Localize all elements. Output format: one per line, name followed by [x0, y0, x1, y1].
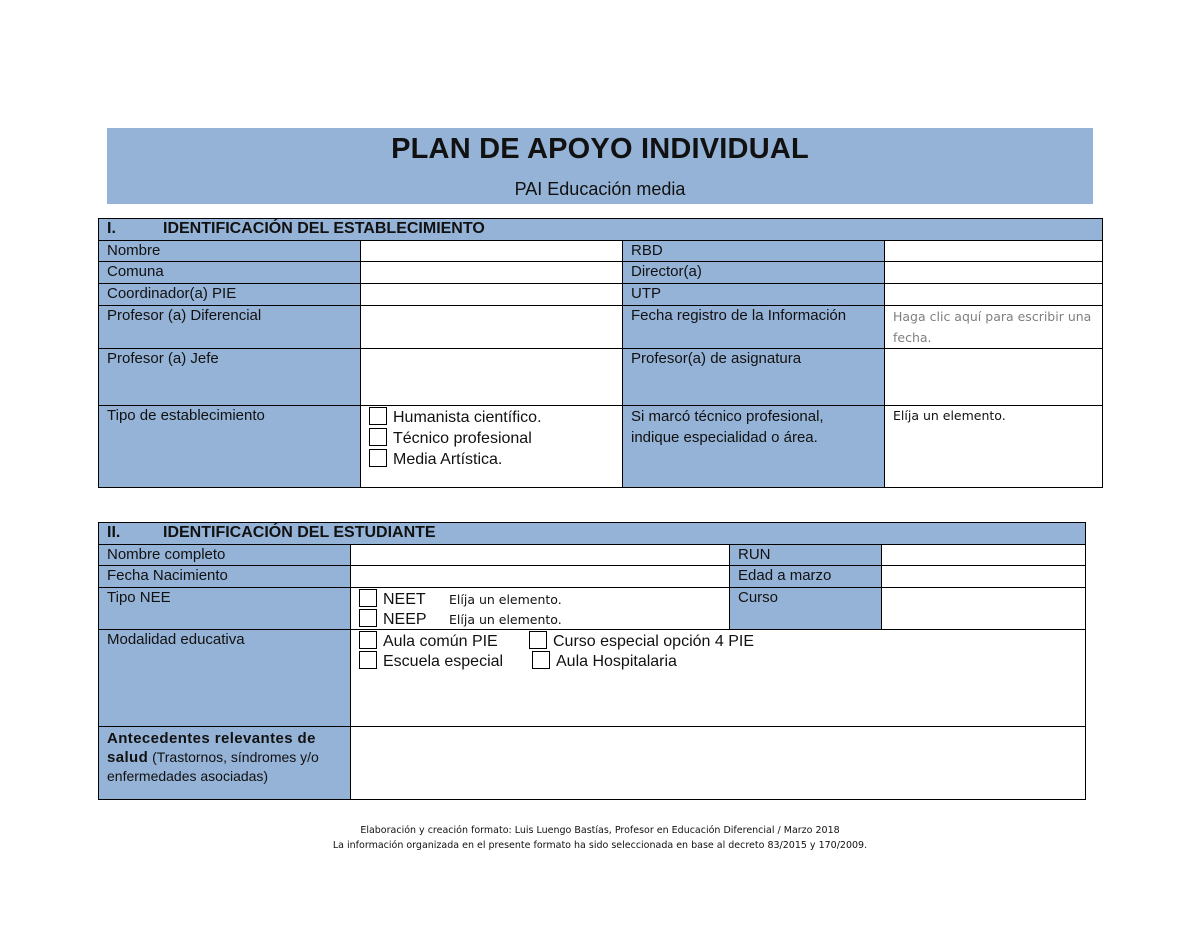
- label-edad: Edad a marzo: [730, 566, 882, 588]
- option-neep[interactable]: NEEP Elíja un elemento.: [359, 609, 721, 629]
- input-nombre-completo[interactable]: [351, 545, 730, 566]
- footer-credit: Elaboración y creación formato: Luis Luengo Bastías, Profesor en Educación Diferencial / Marzo 2018: [360, 825, 840, 836]
- checkbox[interactable]: [359, 651, 377, 669]
- antecedentes-detail: (Trastornos, síndromes y/o enfermedades asociadas): [107, 749, 319, 784]
- label-modalidad: Modalidad educativa: [99, 630, 351, 727]
- input-nombre[interactable]: [361, 241, 623, 262]
- section-number: I.: [107, 220, 116, 237]
- dropdown-neep[interactable]: Elíja un elemento.: [449, 612, 562, 627]
- label-nombre-completo: Nombre completo: [99, 545, 351, 566]
- option-escuela-especial[interactable]: Escuela especial: [359, 651, 532, 671]
- label-rbd: RBD: [623, 241, 885, 262]
- antecedentes-title: Antecedentes relevantes de salud: [107, 730, 316, 766]
- option-neet[interactable]: NEET Elíja un elemento.: [359, 589, 721, 609]
- page-title: PLAN DE APOYO INDIVIDUAL: [391, 133, 809, 165]
- checkbox[interactable]: [359, 609, 377, 627]
- footer-decree: La información organizada en el presente formato ha sido seleccionada en base al decreto 83/2015 y 170/2009.: [332, 840, 868, 851]
- checkbox[interactable]: [359, 631, 377, 649]
- input-prof-asignatura[interactable]: [885, 349, 1103, 406]
- label-director: Director(a): [623, 262, 885, 284]
- label-coordinador: Coordinador(a) PIE: [99, 284, 361, 306]
- dropdown-especialidad[interactable]: [885, 406, 1103, 488]
- title-banner: [107, 128, 1093, 204]
- label-fecha-nacimiento: Fecha Nacimiento: [99, 566, 351, 588]
- input-run[interactable]: [882, 545, 1086, 566]
- option-tecnico[interactable]: Técnico profesional: [369, 428, 614, 449]
- section-number: II.: [107, 524, 121, 541]
- section-header: [99, 523, 1086, 545]
- input-edad[interactable]: [882, 566, 1086, 588]
- option-aula-hospitalaria[interactable]: Aula Hospitalaria: [532, 653, 677, 670]
- label-tipo-establecimiento: Tipo de establecimiento: [99, 406, 361, 488]
- input-prof-jefe[interactable]: [361, 349, 623, 406]
- label-comuna: Comuna: [99, 262, 361, 284]
- checkbox[interactable]: [369, 428, 387, 446]
- label-prof-jefe: Profesor (a) Jefe: [99, 349, 361, 406]
- section-title: IDENTIFICACIÓN DEL ESTUDIANTE: [163, 524, 436, 541]
- label-fecha-registro: Fecha registro de la Información: [623, 306, 885, 349]
- input-director[interactable]: [885, 262, 1103, 284]
- section-title: IDENTIFICACIÓN DEL ESTABLECIMIENTO: [163, 220, 485, 237]
- label-utp: UTP: [623, 284, 885, 306]
- input-utp[interactable]: [885, 284, 1103, 306]
- student-table: [98, 522, 1086, 800]
- option-aula-comun[interactable]: Aula común PIE: [359, 631, 529, 651]
- label-nombre: Nombre: [99, 241, 361, 262]
- input-coordinador[interactable]: [361, 284, 623, 306]
- option-curso-especial[interactable]: Curso especial opción 4 PIE: [529, 633, 754, 650]
- input-rbd[interactable]: [885, 241, 1103, 262]
- label-prof-diferencial: Profesor (a) Diferencial: [99, 306, 361, 349]
- input-antecedentes[interactable]: [351, 727, 1086, 800]
- date-placeholder: Haga clic aquí para escribir una fecha.: [893, 309, 1092, 345]
- checkbox[interactable]: [369, 407, 387, 425]
- checkbox[interactable]: [529, 631, 547, 649]
- option-humanista[interactable]: Humanista científico.: [369, 407, 614, 428]
- label-prof-asignatura: Profesor(a) de asignatura: [623, 349, 885, 406]
- label-curso: Curso: [730, 588, 882, 630]
- checkbox[interactable]: [532, 651, 550, 669]
- input-prof-diferencial[interactable]: [361, 306, 623, 349]
- nee-options: [351, 588, 730, 630]
- checkbox[interactable]: [369, 449, 387, 467]
- label-si-tecnico: Si marcó técnico profesional, indique especialidad o área.: [623, 406, 885, 488]
- establishment-table: [98, 218, 1103, 488]
- date-picker-fecha[interactable]: [885, 306, 1103, 349]
- label-antecedentes: [99, 727, 351, 800]
- input-curso[interactable]: [882, 588, 1086, 630]
- label-run: RUN: [730, 545, 882, 566]
- page-subtitle: PAI Educación media: [514, 179, 686, 199]
- dropdown-neet[interactable]: Elíja un elemento.: [449, 592, 562, 607]
- option-artistica[interactable]: Media Artística.: [369, 449, 614, 470]
- checkbox[interactable]: [359, 589, 377, 607]
- input-fecha-nacimiento[interactable]: [351, 566, 730, 588]
- label-tipo-nee: Tipo NEE: [99, 588, 351, 630]
- dropdown-value: Elíja un elemento.: [893, 408, 1006, 423]
- modalidad-options: [351, 630, 1086, 727]
- section-header: [99, 219, 1103, 241]
- tipo-options: [361, 406, 623, 488]
- input-comuna[interactable]: [361, 262, 623, 284]
